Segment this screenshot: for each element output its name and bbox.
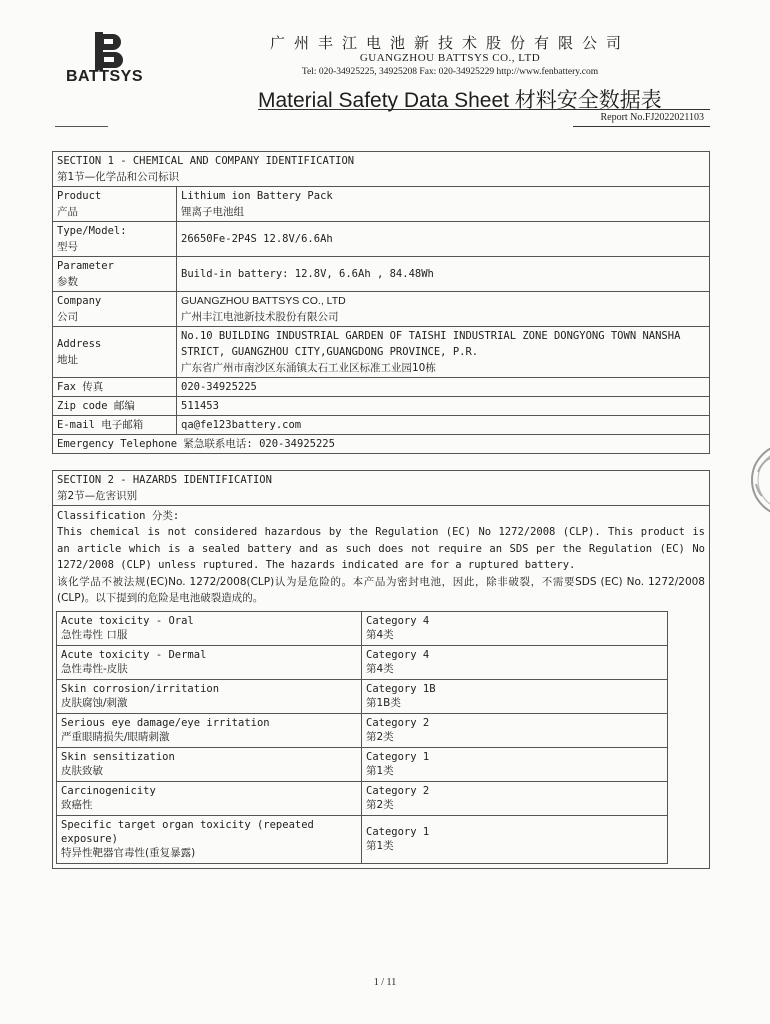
row-value: GUANGZHOU BATTSYS CO., LTD 广州丰江电池新技术股份有限公司 (177, 292, 710, 327)
table-row (53, 292, 710, 327)
hazard-category: Category 4 第4类 (362, 611, 668, 645)
row-label: Parameter 参数 (53, 257, 177, 292)
table-row (53, 257, 710, 292)
table-row (57, 713, 668, 747)
company-logo (62, 30, 162, 90)
company-seal-icon (744, 440, 770, 520)
table-row (53, 435, 710, 454)
report-number: Report No.FJ2022021103 (600, 112, 704, 123)
row-value: No.10 BUILDING INDUSTRIAL GARDEN OF TAISHI INDUSTRIAL ZONE DONGYONG TOWN NANSHA STRICT, GUANGZHOU CITY,GUANGDONG PROVINCE, P.R. 广东省广州市南沙区东涌镇太石工业区标准工业园10栋 (177, 327, 710, 378)
row-value: 511453 (177, 397, 710, 416)
row-label: Address 地址 (53, 327, 177, 378)
classification-text-cn: 该化学品不被法规(EC)No. 1272/2008(CLP)认为是危险的。本产品为密封电池，因此，除非破裂，不需要SDS (EC) No. 1272/2008 (CLP)。以下提到的危险是电池破裂造成的。 (57, 575, 705, 604)
row-value: Lithium ion Battery Pack 锂离子电池组 (177, 187, 710, 222)
row-value: 020-34925225 (177, 378, 710, 397)
hazard-category: Category 1 第1类 (362, 815, 668, 863)
divider-right (573, 126, 710, 127)
hazard-name: Acute toxicity - Oral 急性毒性 口服 (57, 611, 362, 645)
table-row (53, 397, 710, 416)
table-row (53, 222, 710, 257)
section-2-table (52, 470, 710, 869)
email-value[interactable]: qa@fe123battery.com (177, 416, 710, 435)
hazard-category: Category 1B 第1B类 (362, 679, 668, 713)
table-row (57, 747, 668, 781)
hazard-name: Specific target organ toxicity (repeated exposure) 特异性靶器官毒性(重复暴露) (57, 815, 362, 863)
section-2-heading: SECTION 2 - HAZARDS IDENTIFICATION 第2节—危害识别 (53, 471, 710, 506)
table-row (53, 327, 710, 378)
row-label: Product 产品 (53, 187, 177, 222)
table-row (57, 679, 668, 713)
classification-label: Classification 分类: (57, 510, 180, 522)
hazard-name: Carcinogenicity 致癌性 (57, 781, 362, 815)
row-label: Type/Model: 型号 (53, 222, 177, 257)
row-label: Zip code 邮编 (53, 397, 177, 416)
section-2-body (53, 506, 710, 869)
logo-text: BATTSYS (66, 68, 143, 85)
hazard-category: Category 2 第2类 (362, 781, 668, 815)
hazard-category: Category 1 第1类 (362, 747, 668, 781)
section-1-table (52, 151, 710, 454)
row-value: 26650Fe-2P4S 12.8V/6.6Ah (177, 222, 710, 257)
title-rule (258, 109, 710, 110)
row-value: Build-in battery: 12.8V, 6.6Ah , 84.48Wh (177, 257, 710, 292)
document-title: Material Safety Data Sheet 材料安全数据表 (258, 89, 662, 112)
hazard-table (56, 611, 668, 864)
table-row (57, 645, 668, 679)
hazard-name: Acute toxicity - Dermal 急性毒性-皮肤 (57, 645, 362, 679)
table-row (53, 416, 710, 435)
company-name-cn: 广州丰江电池新技术股份有限公司 (269, 34, 630, 52)
table-row (53, 378, 710, 397)
row-label: Fax 传真 (53, 378, 177, 397)
divider-left (55, 126, 108, 127)
row-label: E-mail 电子邮箱 (53, 416, 177, 435)
table-row (57, 611, 668, 645)
hazard-name: Serious eye damage/eye irritation 严重眼睛损失/眼睛刺激 (57, 713, 362, 747)
hazard-name: Skin sensitization 皮肤致敏 (57, 747, 362, 781)
company-contact: Tel: 020-34925225, 34925208 Fax: 020-34925229 http://www.fenbattery.com (301, 67, 599, 77)
row-label: Company 公司 (53, 292, 177, 327)
classification-text-en: This chemical is not considered hazardous by the Regulation (EC) No 1272/2008 (CLP). This product is an article which is a sealed battery and as such does not require an SDS per the Regulation (EC) No 1272/2008 (CLP) unless ruptured. The hazards indicated are for a ruptured battery. (57, 526, 705, 571)
hazard-name: Skin corrosion/irritation 皮肤腐蚀/刺激 (57, 679, 362, 713)
table-row (53, 187, 710, 222)
hazard-category: Category 2 第2类 (362, 713, 668, 747)
emergency-telephone: Emergency Telephone 紧急联系电话: 020-34925225 (53, 435, 710, 454)
page-number: 1 / 11 (373, 977, 397, 988)
table-row (57, 781, 668, 815)
battsys-logo-icon (92, 32, 126, 70)
section-1-heading: SECTION 1 - CHEMICAL AND COMPANY IDENTIFICATION 第1节—化学品和公司标识 (53, 152, 710, 187)
hazard-category: Category 4 第4类 (362, 645, 668, 679)
table-row (57, 815, 668, 863)
company-name-en: GUANGZHOU BATTSYS CO., LTD (359, 52, 541, 64)
